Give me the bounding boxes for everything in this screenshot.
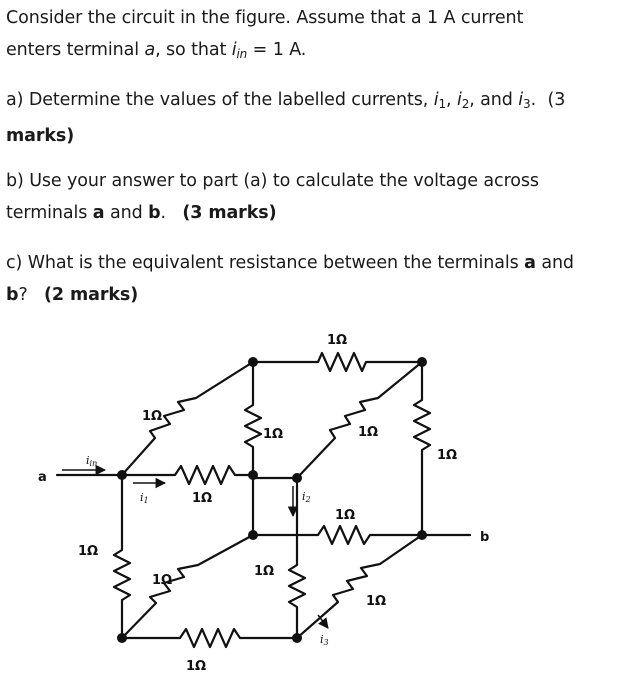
question-part-c [6, 247, 626, 311]
part-c-terminal-a: a [524, 253, 536, 273]
part-c-line-1: c) What is the equivalent resistance between the terminals [6, 253, 525, 273]
wire-middle-right [297, 526, 422, 544]
wire-inner-diag-top [297, 362, 422, 478]
wire-inner-top-vert [245, 362, 261, 478]
resistor-label-bottom: 1Ω [186, 659, 207, 674]
terminal-a-label: a [38, 470, 47, 485]
resistor-label-center-bottom: 1Ω [254, 564, 275, 579]
terminal-b-label: b [480, 530, 490, 545]
node-bottom-center [292, 633, 302, 643]
node-bottom-left [117, 633, 127, 643]
wire-front-top [122, 466, 253, 484]
intro-terminal-a: a [144, 40, 156, 60]
part-b-and: and [104, 203, 149, 223]
part-b-terminals: terminals [6, 203, 93, 223]
part-a-i1-sub: 1 [438, 97, 446, 111]
label-i2: i2 [302, 490, 311, 504]
part-a-marks-close: marks) [6, 126, 75, 146]
part-c-terminal-b: b [6, 285, 19, 305]
intro-line-1: Consider the circuit in the figure. Assume that a 1 A current [6, 8, 524, 28]
part-c-end: ? [18, 285, 28, 305]
node-center-bottom-left [248, 530, 258, 540]
question-part-b [6, 165, 606, 229]
resistor-label-left-vert: 1Ω [78, 544, 99, 559]
resistor-label-bottom-right-diag: 1Ω [366, 594, 387, 609]
part-a-i1: i [433, 90, 439, 110]
part-a-i3: i [518, 90, 524, 110]
label-i3: i3 [320, 633, 329, 647]
part-b-terminal-a: a [92, 203, 105, 223]
resistor-label-inner-vert: 1Ω [263, 427, 284, 442]
resistor-label-right-back: 1Ω [437, 448, 458, 463]
node-top-back [248, 357, 258, 367]
part-c-marks: (2 marks) [44, 285, 139, 305]
part-c-and: and [535, 253, 574, 273]
wire-left-bottom-diag [122, 535, 253, 638]
intro-line-2-prefix: enters terminal [6, 40, 145, 60]
resistor-label-top: 1Ω [327, 333, 348, 348]
wire-top-back [253, 353, 422, 371]
node-center-top-left [248, 470, 258, 480]
intro-line-2-end: = 1 A. [247, 40, 307, 60]
node-a [117, 470, 127, 480]
part-a-i3-sub: 3 [523, 97, 531, 111]
part-a-sep-3: . [530, 90, 542, 110]
part-a-marks-open: (3 [547, 90, 566, 110]
wire-center-bottom-vert [289, 535, 305, 638]
part-a-i2: i [456, 90, 462, 110]
node-top-right [417, 357, 427, 367]
part-a-i2-sub: 2 [461, 97, 470, 111]
part-b-marks: (3 marks) [182, 203, 277, 223]
circuit-diagram [0, 320, 629, 678]
resistor-label-middle-right: 1Ω [335, 508, 356, 523]
part-b-terminal-b: b [148, 203, 161, 223]
part-a-sep-2: , and [469, 90, 519, 110]
part-a-sep-1: , [446, 90, 457, 110]
part-b-end: . [160, 203, 166, 223]
label-iin: iin [86, 454, 98, 468]
wire-bottom-right-diag [297, 535, 422, 638]
arrow-i3 [318, 615, 328, 628]
node-b [417, 530, 427, 540]
resistor-label-inner-diag: 1Ω [358, 425, 379, 440]
wire-left-vert [114, 475, 130, 638]
part-a-text: a) Determine the values of the labelled currents, [6, 90, 434, 110]
question-part-a [6, 84, 626, 152]
question-intro [6, 2, 616, 70]
wire-right-back [414, 362, 430, 535]
resistor-label-front-top: 1Ω [192, 491, 213, 506]
part-b-line-1: b) Use your answer to part (a) to calculate the voltage across [6, 171, 539, 191]
intro-line-2-mid: , so that [155, 40, 232, 60]
wire-center-square [253, 478, 297, 535]
node-center-top-right [292, 473, 302, 483]
resistor-label-left-top-diag: 1Ω [142, 409, 163, 424]
intro-current-subscript: in [236, 47, 248, 61]
wire-bottom [122, 629, 297, 647]
intro-current-symbol: i [231, 40, 237, 60]
label-i1: i1 [140, 491, 149, 505]
resistor-label-left-bottom-diag: 1Ω [152, 573, 173, 588]
